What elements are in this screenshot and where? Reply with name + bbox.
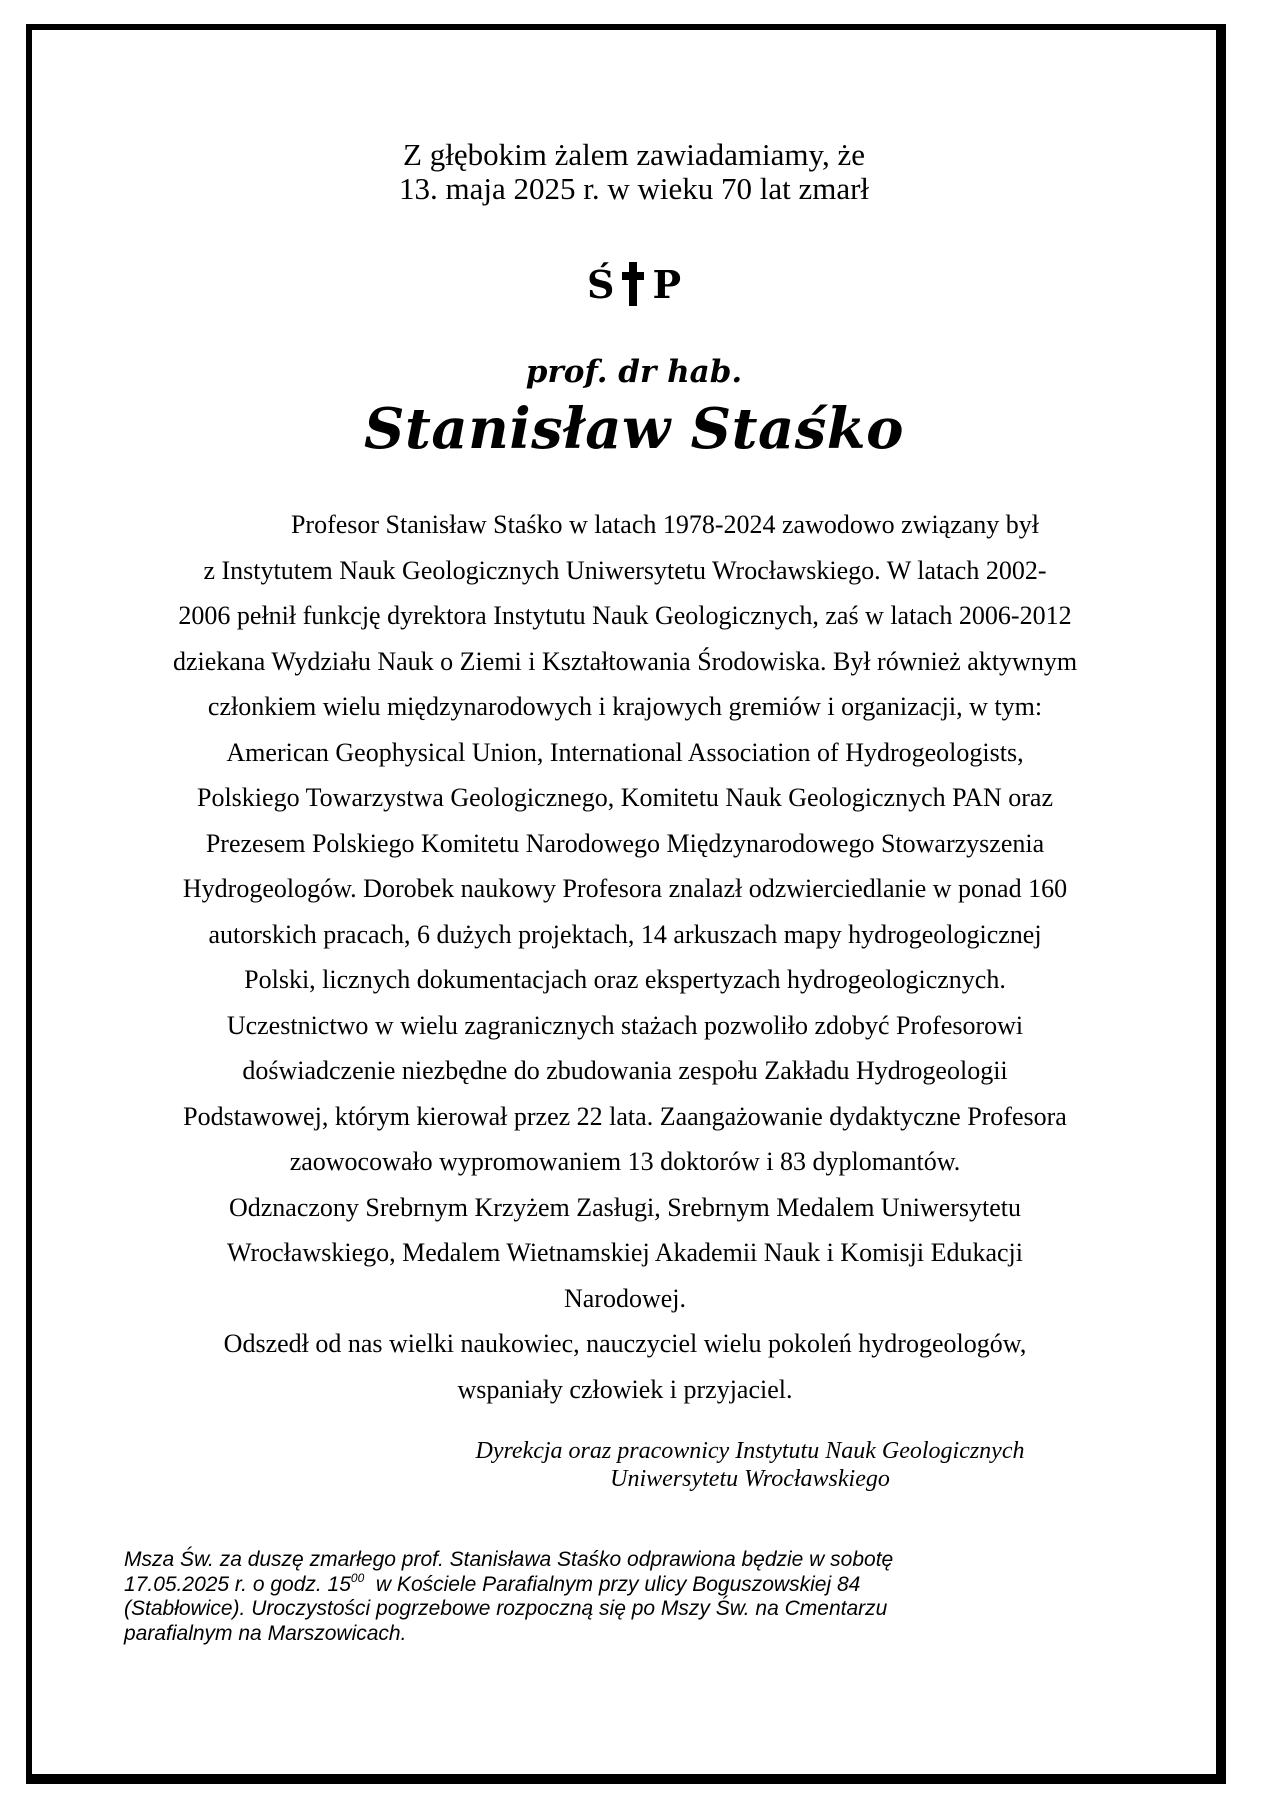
bio-line: Prezesem Polskiego Komitetu Narodowego Międzynarodowego Stowarzyszenia xyxy=(205,828,1045,858)
mass-location: w Kościele Parafialnym przy ulicy Boguszowskiej 84 xyxy=(364,1572,861,1596)
bio-line: doświadczenie niezbędne do zbudowania zespołu Zakładu Hydrogeologii xyxy=(242,1056,1008,1085)
bio-line: Hydrogeologów. Dorobek naukowy Profesora znalazł odzwierciedlanie w ponad 160 xyxy=(182,874,1068,903)
bio-line: dziekana Wydziału Nauk o Ziemi i Kształtowania Środowiska. Był również aktywnym xyxy=(172,646,1078,676)
deceased-name: Stanisław Staśko xyxy=(364,396,904,462)
bio-line: Polskiego Towarzystwa Geologicznego, Komitetu Nauk Geologicznych PAN oraz xyxy=(197,783,1053,812)
bio-line: członkiem wielu międzynarodowych i krajowych gremiów i organizacji, w tym: xyxy=(207,692,1043,721)
intro-line: Z głębokim żalem zawiadamiamy, że xyxy=(403,137,865,172)
bio-line: Odszedł od nas wielki naukowiec, nauczyciel wielu pokoleń hydrogeologów, xyxy=(223,1329,1027,1358)
bio-line: 2006 pełnił funkcję dyrektora Instytutu Nauk Geologicznych, zaś w latach 2006-2012 xyxy=(178,601,1072,630)
bio-line: zaowocowało wypromowaniem 13 doktorów i 83 dyplomantów. xyxy=(289,1147,961,1176)
mass-line: (Stabłowice). Uroczystości pogrzebowe rozpoczną się po Mszy Św. na Cmentarzu xyxy=(124,1597,888,1620)
academic-title: prof. dr hab. xyxy=(525,354,743,390)
mass-notice xyxy=(124,1548,1084,1646)
bio-line: z Instytutem Nauk Geologicznych Uniwersytetu Wrocławskiego. W latach 2002- xyxy=(203,555,1047,585)
mass-line xyxy=(124,1570,1084,1598)
bio-line: autorskich pracach, 6 dużych projektach, 14 arkuszach mapy hydrogeologicznej xyxy=(208,919,1042,949)
mass-line: parafialnym na Marszowicach. xyxy=(124,1621,407,1645)
announcement-intro xyxy=(0,138,1268,206)
bio-line: Wrocławskiego, Medalem Wietnamskiej Akademii Nauk i Komisji Edukacji xyxy=(226,1238,1024,1267)
bio-line: wspaniały człowiek i przyjaciel. xyxy=(457,1374,793,1404)
sp-letter-p: P xyxy=(652,262,682,307)
sp-letter-s: Ś xyxy=(586,262,615,307)
cross-icon xyxy=(622,262,644,306)
mass-time-minutes: 00 xyxy=(350,1570,365,1585)
bio-line: Uczestnictwo w wielu zagranicznych stażach pozwoliło zdobyć Profesorowi xyxy=(226,1010,1024,1040)
bio-line: Profesor Stanisław Staśko w latach 1978-2024 zawodowo związany był xyxy=(290,510,1040,539)
mass-line: Msza Św. za duszę zmarłego prof. Stanisława Staśko odprawiona będzie w sobotę xyxy=(124,1548,894,1571)
signature-line: Uniwersytetu Wrocławskiego xyxy=(610,1466,890,1492)
bio-line: Podstawowej, którym kierował przez 22 lata. Zaangażowanie dydaktyczne Profesora xyxy=(183,1101,1067,1131)
bio-line: Polski, licznych dokumentacjach oraz ekspertyzach hydrogeologicznych. xyxy=(244,965,1006,994)
signature xyxy=(430,1437,1070,1493)
intro-line: 13. maja 2025 r. w wieku 70 lat zmarł xyxy=(398,171,870,206)
bio-line: American Geophysical Union, International Association of Hydrogeologists, xyxy=(226,737,1024,767)
biography xyxy=(110,502,1140,1412)
mass-date-time: 17.05.2025 r. o godz. 15 xyxy=(124,1572,351,1596)
bio-line: Narodowej. xyxy=(563,1283,686,1313)
bio-line: Odznaczony Srebrnym Krzyżem Zasługi, Srebrnym Medalem Uniwersytetu xyxy=(228,1192,1022,1222)
signature-line: Dyrekcja oraz pracownicy Instytutu Nauk Geologicznych xyxy=(475,1438,1025,1464)
sp-mark xyxy=(0,262,1268,307)
